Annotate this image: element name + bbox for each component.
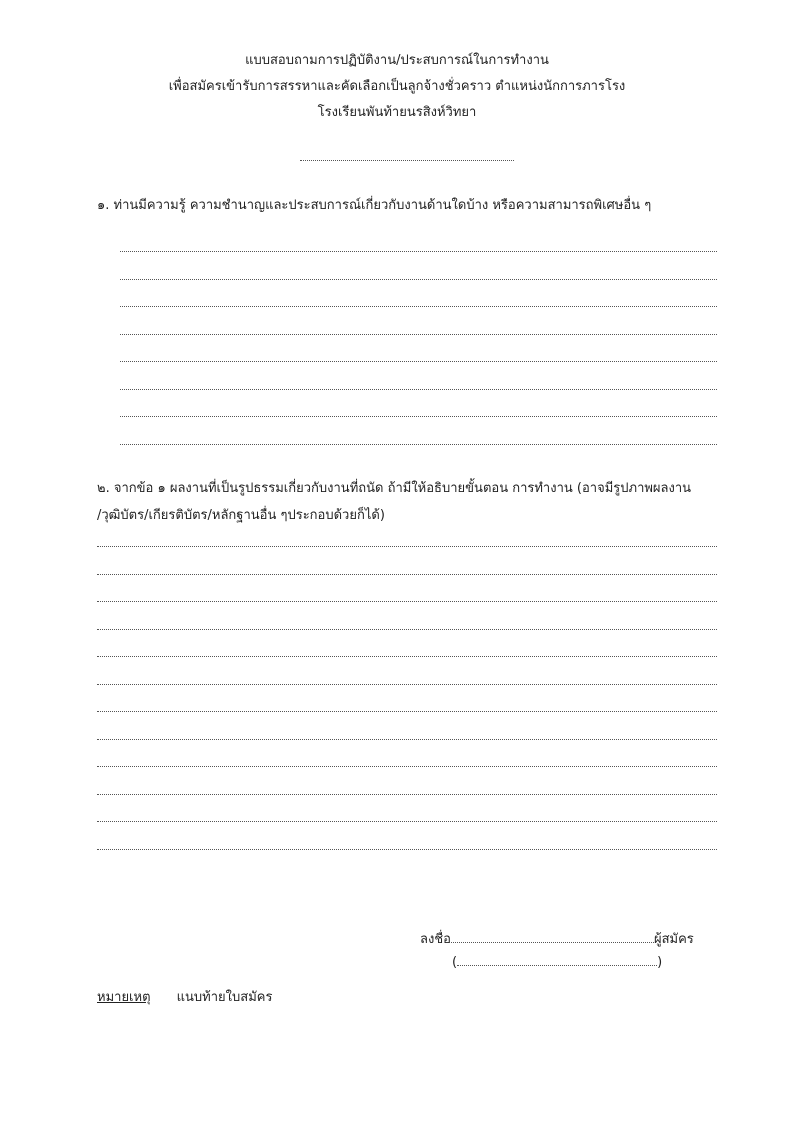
answer-dotted-line[interactable] — [120, 444, 717, 445]
answer-dotted-line[interactable] — [97, 574, 717, 575]
note-text: แนบท้ายใบสมัคร — [176, 990, 273, 1005]
question-1: ๑. ท่านมีความรู้ ความชำนาญและประสบการณ์เกี่ยวกับงานด้านใดบ้าง หรือความสามารถพิเศษอื่น ๆ — [97, 198, 652, 213]
paren-open: ( — [452, 955, 458, 970]
signature-blank[interactable] — [451, 942, 654, 943]
answer-dotted-line[interactable] — [120, 279, 717, 280]
signature-suffix: ผู้สมัคร — [653, 932, 694, 947]
signature-line — [420, 928, 694, 949]
answer-dotted-line[interactable] — [97, 766, 717, 767]
answer-dotted-line[interactable] — [97, 711, 717, 712]
printed-name-line — [452, 955, 662, 970]
answer-dotted-line[interactable] — [120, 361, 717, 362]
header-dotted-line — [300, 160, 514, 161]
answer-dotted-line[interactable] — [97, 849, 717, 850]
answer-dotted-line[interactable] — [120, 306, 717, 307]
header-subtitle: เพื่อสมัครเข้ารับการสรรหาและคัดเลือกเป็นลูกจ้างชั่วคราว ตำแหน่งนักการภารโรง — [168, 79, 626, 94]
answer-dotted-line[interactable] — [120, 334, 717, 335]
answer-dotted-line[interactable] — [97, 794, 717, 795]
answer-dotted-line[interactable] — [97, 601, 717, 602]
answer-dotted-line[interactable] — [97, 546, 717, 547]
paren-close: ) — [657, 955, 663, 970]
answer-dotted-line[interactable] — [120, 389, 717, 390]
answer-dotted-line[interactable] — [120, 251, 717, 252]
answer-dotted-line[interactable] — [97, 684, 717, 685]
answer-dotted-line[interactable] — [97, 656, 717, 657]
question-2-line-1: ๒. จากข้อ ๑ ผลงานที่เป็นรูปธรรมเกี่ยวกับงานที่ถนัด ถ้ามีให้อธิบายขั้นตอน การทำงาน (อาจมีรูปภาพผลงาน — [97, 481, 692, 496]
document-header — [0, 48, 794, 126]
header-title: แบบสอบถามการปฏิบัติงาน/ประสบการณ์ในการทำงาน — [245, 53, 549, 68]
header-school-name: โรงเรียนพันท้ายนรสิงห์วิทยา — [317, 105, 477, 120]
answer-dotted-line[interactable] — [97, 629, 717, 630]
note — [97, 986, 272, 1007]
signature-prefix: ลงชื่อ — [420, 932, 451, 947]
printed-name-blank[interactable] — [457, 965, 657, 966]
answer-dotted-line[interactable] — [120, 416, 717, 417]
answer-dotted-line[interactable] — [97, 821, 717, 822]
answer-dotted-line[interactable] — [97, 739, 717, 740]
note-label: หมายเหตุ — [97, 990, 151, 1005]
question-2-line-2: /วุฒิบัตร/เกียรติบัตร/หลักฐานอื่น ๆประกอบด้วยก็ได้) — [97, 508, 385, 523]
